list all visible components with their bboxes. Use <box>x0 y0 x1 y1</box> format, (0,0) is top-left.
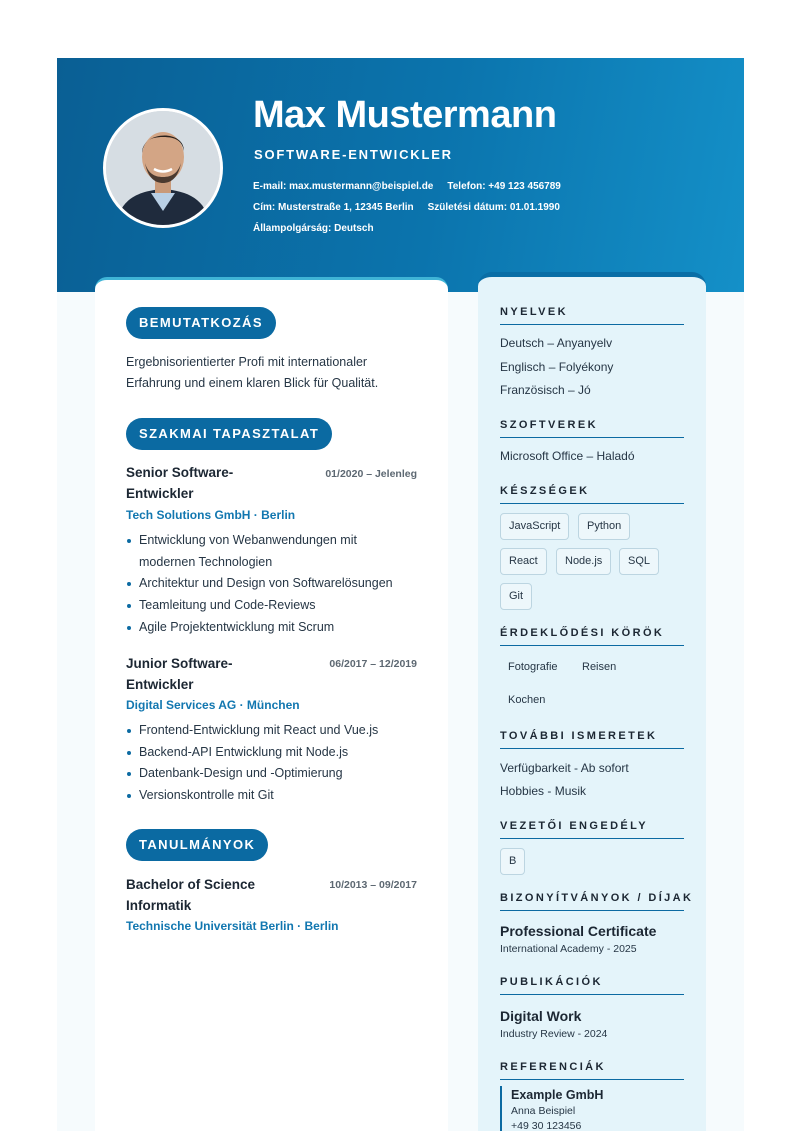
license-tag: B <box>500 848 525 875</box>
job-bullets <box>126 720 426 807</box>
job-bullets <box>126 530 426 639</box>
sidebar-heading-certificates: BIZONYÍTVÁNYOK / DÍJAK <box>500 892 684 911</box>
degree-title: Bachelor of Science Informatik <box>126 877 256 913</box>
job-date: 06/2017 – 12/2019 <box>329 658 417 670</box>
section-heading-intro: BEMUTATKOZÁS <box>126 307 276 339</box>
job-company: Tech Solutions GmbH · Berlin <box>126 508 296 522</box>
bullet-item: Datenbank-Design und -Optimierung <box>126 763 426 785</box>
avatar-portrait-icon <box>106 111 220 225</box>
software-item: Microsoft Office – Haladó <box>500 449 635 463</box>
sidebar-heading-languages: NYELVEK <box>500 306 684 325</box>
sidebar-heading-interests: ÉRDEKLŐDÉSI KÖRÖK <box>500 627 684 646</box>
sidebar-heading-license: VEZETŐI ENGEDÉLY <box>500 820 684 839</box>
reference-person: Anna Beispiel <box>511 1105 576 1117</box>
additional-item: Hobbies - Musik <box>500 784 587 798</box>
section-heading-education: TANULMÁNYOK <box>126 829 268 861</box>
reference-company: Example GmbH <box>511 1088 604 1102</box>
full-name: Max Mustermann <box>253 94 557 136</box>
profile-photo <box>103 108 223 228</box>
skill-tag: Node.js <box>556 548 611 575</box>
sidebar-heading-software: SZOFTVEREK <box>500 419 684 438</box>
reference-entry <box>500 1086 684 1131</box>
interest-tag: Kochen <box>508 694 546 706</box>
bullet-item: Frontend-Entwicklung mit React und Vue.js <box>126 720 426 742</box>
contact-row-2 <box>253 202 560 213</box>
interest-tag: Reisen <box>582 661 617 673</box>
sidebar-heading-publications: PUBLIKÁCIÓK <box>500 976 684 995</box>
bullet-item: Teamleitung und Code-Reviews <box>126 595 426 617</box>
education-date: 10/2013 – 09/2017 <box>329 879 417 891</box>
job-role: SOFTWARE-ENTWICKLER <box>254 147 453 162</box>
language-item: Englisch – Folyékony <box>500 360 614 374</box>
job-title: Senior Software- Entwickler <box>126 465 234 501</box>
skill-tag: SQL <box>619 548 659 575</box>
bullet-item: Backend-API Entwicklung mit Node.js <box>126 742 426 764</box>
job-company: Digital Services AG · München <box>126 698 300 712</box>
skill-tag: Git <box>500 583 532 610</box>
school-name: Technische Universität Berlin · Berlin <box>126 919 339 933</box>
certificate-title: Professional Certificate <box>500 923 657 939</box>
contact-email: E-mail: max.mustermann@beispiel.de <box>253 181 434 192</box>
contact-nationality: Állampolgárság: Deutsch <box>253 223 374 234</box>
section-heading-experience: SZAKMAI TAPASZTALAT <box>126 418 332 450</box>
publication-subtitle: Industry Review - 2024 <box>500 1028 608 1040</box>
intro-text: Ergebnisorientierter Profi mit internationaler Erfahrung und einem klaren Blick für Qualität. <box>126 355 379 390</box>
bullet-item: Versionskontrolle mit Git <box>126 785 426 807</box>
contact-row-1 <box>253 181 561 192</box>
sidebar-heading-additional: TOVÁBBI ISMERETEK <box>500 730 684 749</box>
contact-birthdate: Születési dátum: 01.01.1990 <box>427 202 560 213</box>
bullet-item: Entwicklung von Webanwendungen mit modernen Technologien <box>126 530 426 573</box>
skill-tag: React <box>500 548 547 575</box>
reference-phone: +49 30 123456 <box>511 1120 582 1131</box>
skill-tag: Python <box>578 513 630 540</box>
job-date: 01/2020 – Jelenleg <box>325 468 417 480</box>
bullet-item: Architektur und Design von Softwarelösungen <box>126 573 426 595</box>
job-title: Junior Software- Entwickler <box>126 656 233 692</box>
additional-item: Verfügbarkeit - Ab sofort <box>500 761 629 775</box>
publication-title: Digital Work <box>500 1008 582 1024</box>
sidebar-heading-references: REFERENCIÁK <box>500 1061 684 1080</box>
interest-tag: Fotografie <box>508 661 558 673</box>
language-item: Deutsch – Anyanyelv <box>500 336 613 350</box>
skill-tag: JavaScript <box>500 513 569 540</box>
certificate-subtitle: International Academy - 2025 <box>500 943 637 955</box>
bullet-item: Agile Projektentwicklung mit Scrum <box>126 617 426 639</box>
contact-address: Cím: Musterstraße 1, 12345 Berlin <box>253 202 414 213</box>
language-item: Französisch – Jó <box>500 383 591 397</box>
contact-phone: Telefon: +49 123 456789 <box>447 181 561 192</box>
sidebar-heading-skills: KÉSZSÉGEK <box>500 485 684 504</box>
